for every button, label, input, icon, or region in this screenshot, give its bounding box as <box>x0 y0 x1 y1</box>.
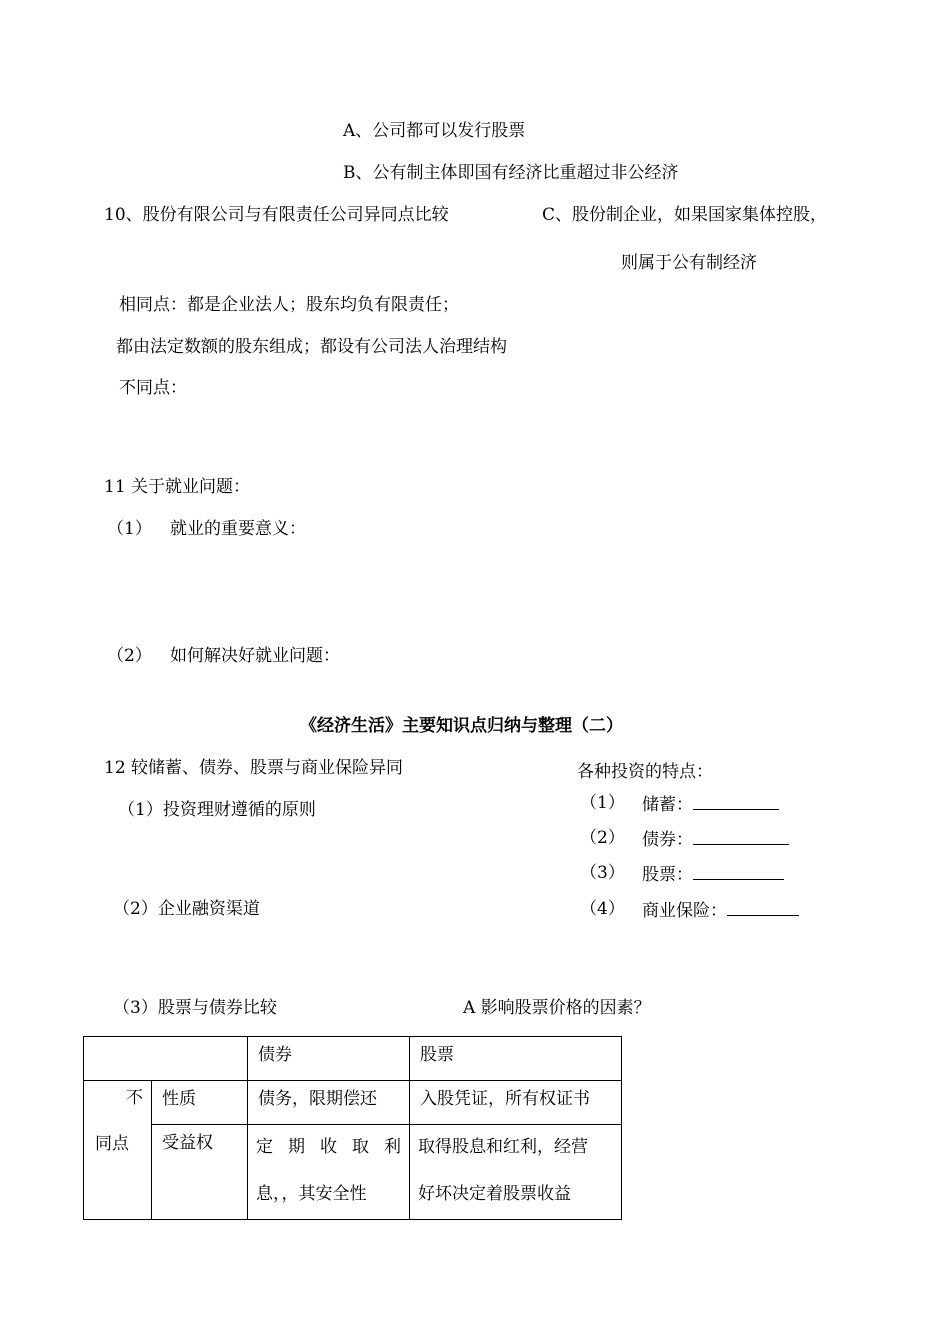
q11-p1-text: 就业的重要意义： <box>170 519 306 539</box>
stock-benefit-line-2: 好坏决定着股票收益 <box>418 1184 571 1204</box>
row-label-benefit: 受益权 <box>162 1133 213 1153</box>
q10-title: 10、股份有限公司与有限责任公司异同点比较 <box>104 205 449 225</box>
table-header-cell <box>248 1037 410 1081</box>
features-title: 各种投资的特点： <box>577 762 713 782</box>
row-label-nature: 性质 <box>162 1089 196 1109</box>
q10-diff: 不同点： <box>119 378 187 398</box>
difference-group-bottom: 同点 <box>95 1134 129 1154</box>
answer-blank[interactable] <box>727 899 799 916</box>
table-corner-cell <box>84 1037 248 1081</box>
option-c: C、股份制企业，如果国家集体控股， <box>542 205 828 225</box>
feature-num: （2） <box>580 828 625 848</box>
bond-nature: 债务，限期偿还 <box>258 1089 377 1109</box>
table-row <box>84 1125 622 1220</box>
table-cell <box>410 1125 622 1220</box>
answer-blank[interactable] <box>693 828 789 845</box>
q12-p3: （3）股票与债券比较 <box>113 998 277 1018</box>
q12-title: 12 较储蓄、债券、股票与商业保险异同 <box>104 758 404 778</box>
feature-num: （1） <box>580 793 625 813</box>
q12-p2: （2）企业融资渠道 <box>113 899 260 919</box>
feature-label: 储蓄： <box>642 795 693 815</box>
feature-num: （3） <box>580 863 625 883</box>
q11-p2-text: 如何解决好就业问题： <box>170 646 340 666</box>
feature-num: （4） <box>580 899 625 919</box>
feature-label: 债券： <box>642 830 693 850</box>
feature-savings <box>642 793 779 815</box>
table-cell <box>152 1125 248 1220</box>
option-c-continued: 则属于公有制经济 <box>621 253 757 273</box>
q11-p1-num: （1） <box>107 519 152 539</box>
option-b: B、公有制主体即国有经济比重超过非公经济 <box>343 163 679 183</box>
stock-price-factors: A 影响股票价格的因素？ <box>463 998 651 1018</box>
table-row <box>84 1081 622 1125</box>
table-cell <box>410 1081 622 1125</box>
difference-group-cell <box>84 1081 152 1220</box>
table-cell <box>152 1081 248 1125</box>
feature-insurance <box>642 899 799 921</box>
stock-nature: 入股凭证，所有权证书 <box>420 1089 590 1109</box>
table-cell <box>248 1081 410 1125</box>
stock-benefit-line-1: 取得股息和红利，经营 <box>418 1137 588 1157</box>
feature-stocks <box>642 863 784 885</box>
answer-blank[interactable] <box>693 863 784 880</box>
q10-same-1: 相同点：都是企业法人；股东均负有限责任； <box>119 295 459 315</box>
q11-p2-num: （2） <box>107 646 152 666</box>
feature-bonds <box>642 828 789 850</box>
feature-label: 股票： <box>642 865 693 885</box>
difference-group-top: 不 <box>126 1088 143 1108</box>
bond-benefit-line-1: 定期收取利 <box>256 1137 401 1157</box>
header-bond: 债券 <box>258 1045 292 1065</box>
header-stock: 股票 <box>420 1045 454 1065</box>
q11-title: 11 关于就业问题： <box>104 477 251 497</box>
bond-benefit-line-2: 息，，其安全性 <box>256 1184 367 1204</box>
table-header-row <box>84 1037 622 1081</box>
comparison-table <box>83 1036 622 1220</box>
answer-blank[interactable] <box>693 793 779 810</box>
q10-same-2: 都由法定数额的股东组成；都设有公司法人治理结构 <box>116 337 507 357</box>
q12-p1: （1）投资理财遵循的原则 <box>118 800 316 820</box>
table-header-cell <box>410 1037 622 1081</box>
table-cell <box>248 1125 410 1220</box>
section-title: 《经济生活》主要知识点归纳与整理（二） <box>300 716 623 736</box>
option-a: A、公司都可以发行股票 <box>343 121 526 141</box>
feature-label: 商业保险： <box>642 901 727 921</box>
